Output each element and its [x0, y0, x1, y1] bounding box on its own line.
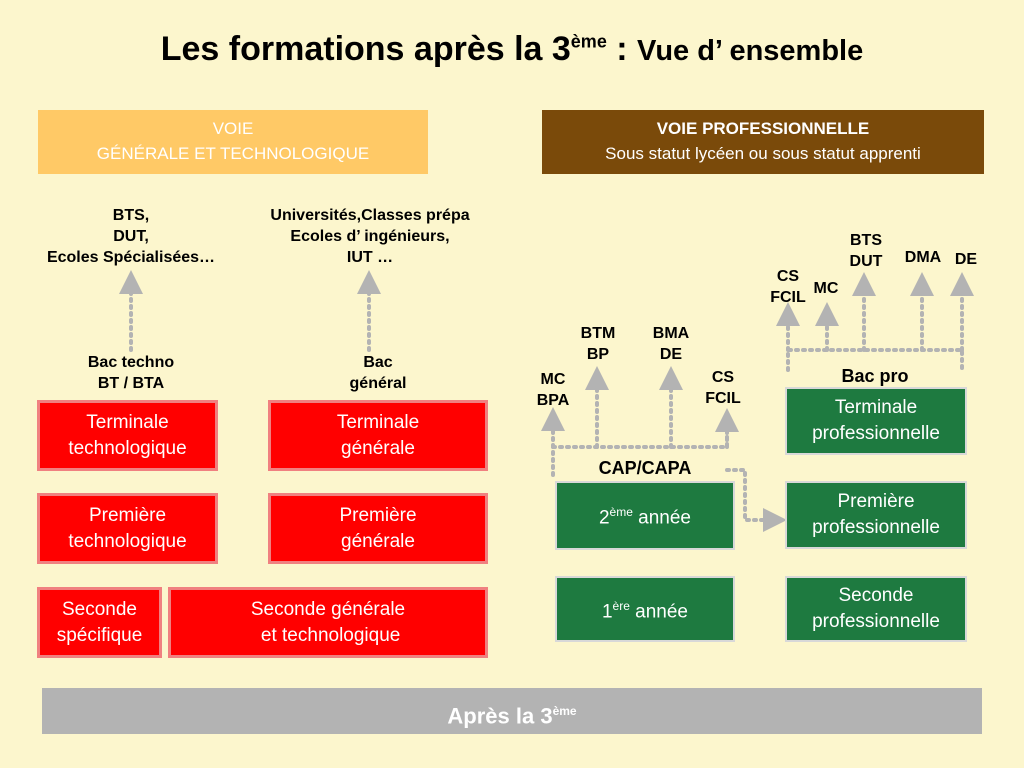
cap-outcome-mc: MC BPA [536, 371, 570, 409]
voie-pro-line2: Sous statut lycéen ou sous statut apprenti [605, 144, 921, 163]
cap-year1-box [555, 576, 735, 642]
terminale-techno-box: Terminale technologique [37, 400, 218, 471]
seconde-specifique-box: Seconde spécifique [37, 587, 162, 658]
terminale-pro-box: Terminale professionnelle [785, 387, 967, 455]
title-sup: ème [570, 31, 607, 52]
cap-year2-rest: année [632, 507, 692, 529]
bac-general-label: Bac général [349, 354, 407, 392]
premiere-techno-box: Première technologique [37, 493, 218, 564]
cap-year2-sup: ème [609, 505, 633, 520]
title-main: Les formations après la 3 [160, 30, 571, 68]
cap-year2-main: 2 [598, 507, 610, 529]
seconde-pro-box: Seconde professionnelle [785, 576, 967, 642]
bac-pro-label: Bac pro [841, 366, 909, 386]
bacpro-outcome-dma: DMA [904, 249, 942, 266]
outcome-general: Universités,Classes prépa Ecoles d’ ingénieurs, IUT … [270, 207, 470, 266]
cap-label: CAP/CAPA [598, 458, 692, 478]
title-sub: Vue d’ ensemble [637, 35, 864, 67]
cap-outcome-bma: BMA DE [652, 325, 690, 363]
terminale-generale-box: Terminale générale [268, 400, 488, 471]
cap-year2-box [555, 481, 735, 550]
title-colon: : [606, 30, 638, 68]
voie-pro-line1: VOIE PROFESSIONNELLE [656, 119, 870, 138]
bacpro-outcome-mc: MC [813, 280, 839, 297]
bac-techno-label: Bac techno BT / BTA [87, 354, 175, 392]
premiere-pro-box: Première professionnelle [785, 481, 967, 549]
voie-generale-line2: GÉNÉRALE ET TECHNOLOGIQUE [96, 144, 370, 163]
footer-sup: ème [552, 704, 577, 718]
outcome-techno: BTS, DUT, Ecoles Spécialisées… [46, 207, 216, 266]
cap-outcome-cs: CS FCIL [705, 369, 741, 407]
seconde-gen-techno-box: Seconde générale et technologique [168, 587, 488, 658]
cap-year1-rest: année [629, 601, 689, 623]
cap-outcome-btm: BTM BP [580, 325, 616, 363]
bacpro-outcome-bts: BTS DUT [849, 232, 883, 270]
cap-year1-sup: ère [612, 598, 630, 613]
footer-bar [42, 688, 982, 734]
voie-generale-line1: VOIE [212, 119, 254, 138]
cap-year1-main: 1 [601, 601, 613, 623]
premiere-generale-box: Première générale [268, 493, 488, 564]
bacpro-outcome-cs: CS FCIL [770, 268, 806, 306]
footer-main: Après la 3 [447, 703, 553, 729]
bacpro-outcome-de: DE [954, 251, 978, 268]
